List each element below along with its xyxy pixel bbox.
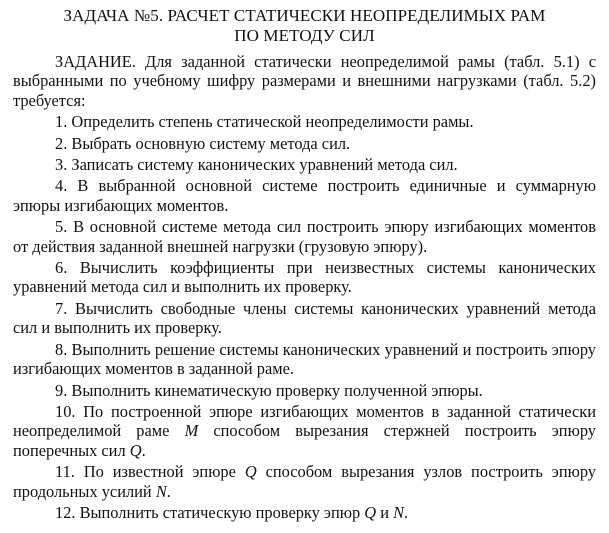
task-item-8: 8. Выполнить решение системы канонических уравнений и построить эпюру изгибающих моментов в заданной раме. <box>13 339 596 379</box>
variable-n: N <box>393 502 405 522</box>
task-item-4: 4. В выбранной основной системе построить единичные и суммарную эпюры изгибающих моментов. <box>13 176 596 215</box>
title-line-2: ПО МЕТОДУ СИЛ <box>234 26 375 45</box>
assignment-intro: ЗАДАНИЕ. Для заданной статически неопределимой рамы (табл. 5.1) с выбранными по учебному шифру размерами и внешними нагрузками (табл. 5.2) требуется: <box>13 52 596 110</box>
task-item-7: 7. Вычислить свободные члены системы канонических уравнений метода сил и выполнить их проверку. <box>13 298 596 338</box>
task-item-10-text-a: 10. По построенной эпюре изгибающих моментов в заданной статически неопределимой раме <box>13 401 596 441</box>
task-item-10-text-b: способом вырезания стержней построить эпюру поперечных сил <box>13 421 596 460</box>
task-item-2: 2. Выбрать основную систему метода сил. <box>55 133 351 153</box>
task-item-12-text-c: . <box>404 502 409 522</box>
title-line-1: ЗАДАЧА №5. РАСЧЕТ СТАТИЧЕСКИ НЕОПРЕДЕЛИМЫХ РАМ <box>63 6 546 25</box>
variable-q: Q <box>129 440 142 460</box>
task-item-12-text-a: 12. Выполнить статическую проверку эпюр <box>55 502 365 522</box>
variable-q: Q <box>244 462 257 482</box>
task-item-6: 6. Вычислить коэффициенты при неизвестных системы канонических уравнений метода сил и выполнить их проверку. <box>13 258 596 297</box>
task-item-5: 5. В основной системе метода сил построить эпюру изгибающих моментов от действия заданной внешней нагрузки (грузовую эпюру). <box>13 217 596 256</box>
task-item-11-text-c: . <box>166 481 171 501</box>
variable-q: Q <box>364 502 377 522</box>
variable-m: M <box>184 421 199 441</box>
task-item-9: 9. Выполнить кинематическую проверку полученной эпюры. <box>55 380 483 400</box>
variable-n: N <box>155 481 167 501</box>
task-item-11-text-b: способом вырезания узлов построить эпюру продольных усилий <box>13 462 597 501</box>
task-item-10 <box>13 402 596 460</box>
task-item-11-text-a: 11. По известной эпюре <box>55 462 245 482</box>
task-item-10-text-c: . <box>141 440 146 460</box>
page-title <box>13 6 596 46</box>
task-item-11 <box>13 462 596 501</box>
task-item-12 <box>13 503 596 522</box>
task-item-1: 1. Определить степень статической неопределимости рамы. <box>55 112 474 132</box>
task-item-3: 3. Записать систему канонических уравнений метода сил. <box>55 155 458 175</box>
task-item-12-text-b: и <box>376 502 394 522</box>
